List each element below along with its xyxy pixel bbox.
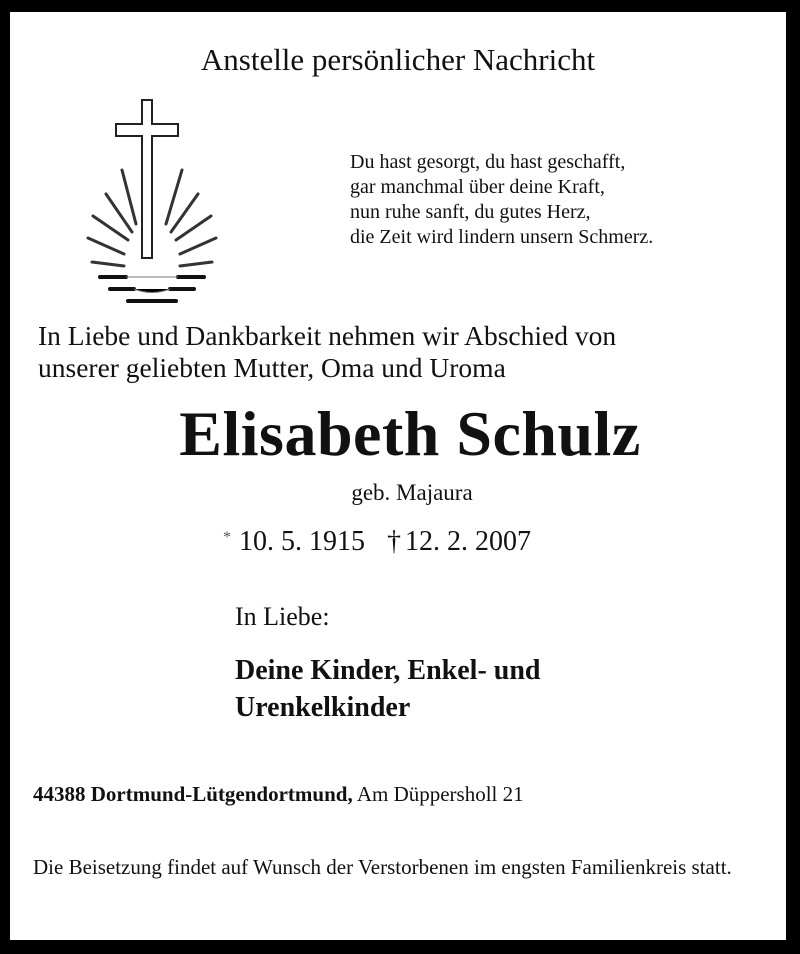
birth-name: geb. Majaura: [351, 480, 473, 505]
family-line: Deine Kinder, Enkel- und: [235, 655, 541, 686]
life-dates: [223, 526, 531, 558]
poem-line: die Zeit wird lindern unsern Schmerz.: [350, 226, 654, 248]
address-street: Am Düppersholl 21: [356, 782, 524, 806]
birth-star-icon: *: [223, 529, 231, 546]
poem-line: Du hast gesorgt, du hast geschafft,: [350, 151, 626, 173]
intro-line: In Liebe und Dankbarkeit nehmen wir Abschied von: [38, 320, 617, 351]
poem-line: nun ruhe sanft, du gutes Herz,: [350, 201, 591, 223]
family-line: Urenkelkinder: [235, 692, 411, 723]
cross-with-rising-sun-icon: [78, 98, 228, 308]
death-date: 12. 2. 2007: [405, 526, 531, 557]
address: [33, 782, 524, 807]
burial-note: Die Beisetzung findet auf Wunsch der Verstorbenen im engsten Familienkreis statt.: [33, 855, 732, 879]
obituary-notice: [10, 12, 786, 940]
poem: [350, 150, 653, 250]
header-title: Anstelle persönlicher Nachricht: [200, 42, 596, 77]
family-signature: [235, 652, 540, 726]
deceased-name: Elisabeth Schulz: [179, 398, 641, 469]
intro-line: unserer geliebten Mutter, Oma und Uroma: [38, 352, 506, 383]
intro-text: [38, 320, 616, 384]
death-dagger-icon: †: [387, 526, 401, 557]
poem-line: gar manchmal über deine Kraft,: [350, 176, 605, 198]
address-city: 44388 Dortmund-Lütgendortmund,: [33, 782, 353, 806]
birth-date: 10. 5. 1915: [239, 526, 365, 557]
signoff: In Liebe:: [235, 602, 330, 631]
